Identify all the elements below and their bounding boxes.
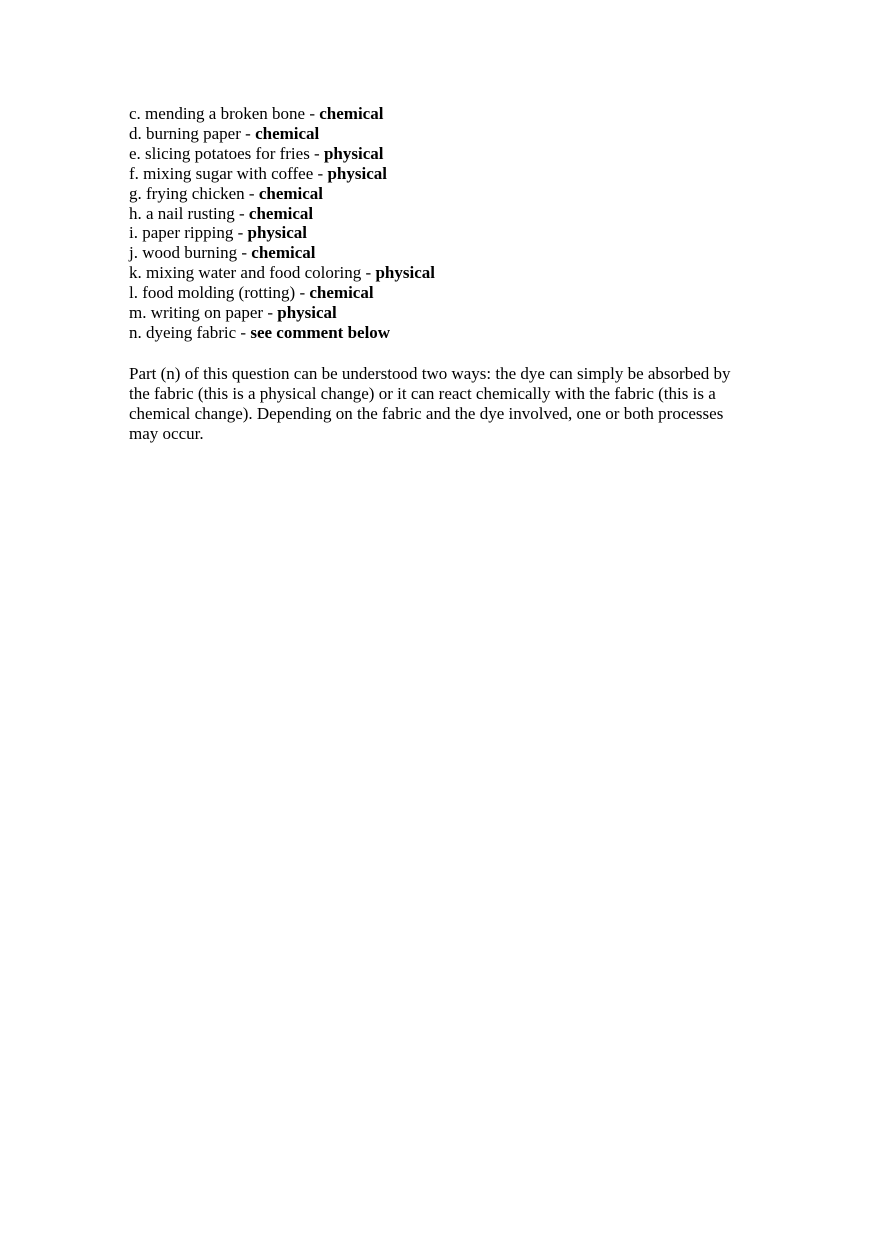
item-answer: physical (277, 303, 337, 323)
item-text: f. mixing sugar with coffee - (129, 163, 328, 183)
item-text: n. dyeing fabric - (129, 322, 251, 342)
page-content (129, 104, 744, 444)
item-answer: chemical (248, 203, 314, 223)
item-answer: chemical (319, 104, 384, 123)
item-answer: physical (247, 223, 308, 243)
answer-item-h (129, 204, 744, 224)
answer-item-c (129, 104, 744, 124)
answer-item-m (129, 303, 744, 323)
answer-item-k (129, 263, 744, 283)
answer-item-i (129, 223, 744, 243)
answer-item-d (129, 124, 744, 144)
answer-item-g (129, 184, 744, 204)
answer-item-j (129, 243, 744, 263)
answer-item-e (129, 144, 744, 164)
item-answer: physical (375, 263, 435, 283)
item-answer: see comment below (250, 322, 391, 342)
item-text: g. frying chicken - (129, 183, 259, 203)
item-answer: chemical (309, 283, 374, 303)
item-text: l. food molding (rotting) - (129, 283, 310, 303)
item-text: k. mixing water and food coloring - (129, 263, 376, 283)
item-answer: chemical (251, 243, 316, 263)
item-text: h. a nail rusting - (129, 203, 249, 223)
item-text: i. paper ripping - (129, 223, 248, 243)
item-answer: physical (327, 163, 387, 183)
item-answer: chemical (255, 123, 320, 143)
item-answer: chemical (258, 183, 324, 203)
item-text: d. burning paper - (129, 123, 256, 143)
item-text: j. wood burning - (129, 243, 252, 263)
comment-paragraph: Part (n) of this question can be understood two ways: the dye can simply be absorbed by the fabric (this is a physical change) or it can react chemically with the fabric (this is a chemical change). Depending on the fabric and the dye involved, one or both processes may occur. (129, 363, 731, 443)
item-text: e. slicing potatoes for fries - (129, 143, 324, 163)
answer-item-n (129, 323, 744, 343)
item-text: m. writing on paper - (129, 303, 278, 323)
answer-list (129, 104, 744, 343)
item-text: c. mending a broken bone - (129, 104, 320, 123)
answer-item-f (129, 164, 744, 184)
answer-item-l (129, 283, 744, 303)
item-answer: physical (323, 143, 384, 163)
